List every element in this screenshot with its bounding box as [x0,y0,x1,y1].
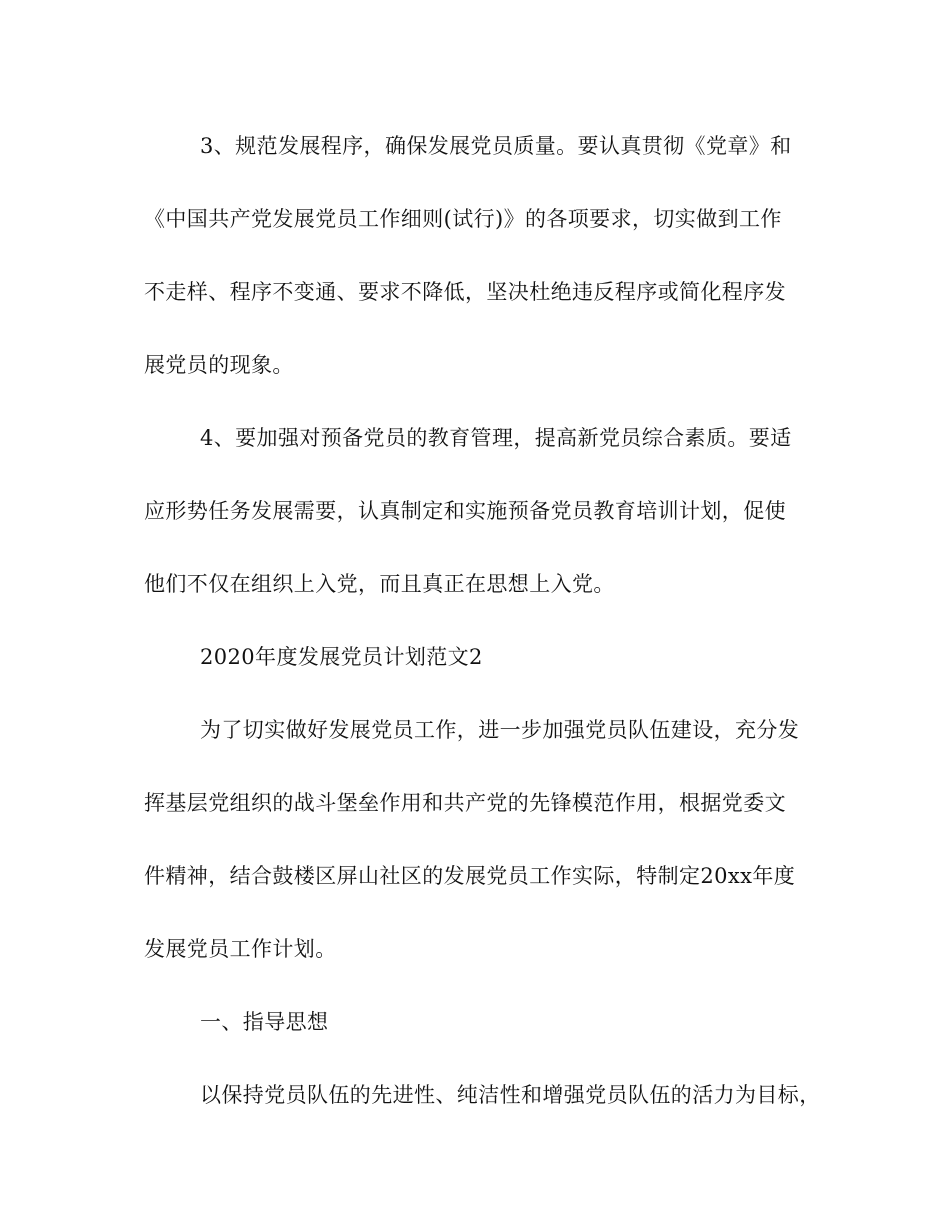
paragraph-line: 《中国共产党发展党员工作细则(试行)》的各项要求，切实做到工作 [144,207,782,231]
paragraph-line: 件精神，结合鼓楼区屏山社区的发展党员工作实际，特制定20xx年度 [144,864,796,888]
section-heading: 2020年度发展党员计划范文2 [200,645,483,669]
paragraph-line: 展党员的现象。 [144,353,294,377]
paragraph-line: 以保持党员队伍的先进性、纯洁性和增强党员队伍的活力为目标， [200,1083,821,1107]
paragraph-line: 挥基层党组织的战斗堡垒作用和共产党的先锋模范作用，根据党委文 [144,791,786,815]
paragraph-line: 不走样、程序不变通、要求不降低，坚决杜绝违反程序或简化程序发 [144,280,786,304]
paragraph-line: 他们不仅在组织上入党，而且真正在思想上入党。 [144,572,615,596]
paragraph-line: 3、规范发展程序，确保发展党员质量。要认真贯彻《党章》和 [200,134,792,158]
paragraph-line: 4、要加强对预备党员的教育管理，提高新党员综合素质。要适 [200,426,792,450]
section-heading: 一、指导思想 [200,1010,329,1034]
paragraph-line: 应形势任务发展需要，认真制定和实施预备党员教育培训计划，促使 [144,499,786,523]
paragraph-line: 为了切实做好发展党员工作，进一步加强党员队伍建设，充分发 [200,718,800,742]
paragraph-line: 发展党员工作计划。 [144,937,337,961]
